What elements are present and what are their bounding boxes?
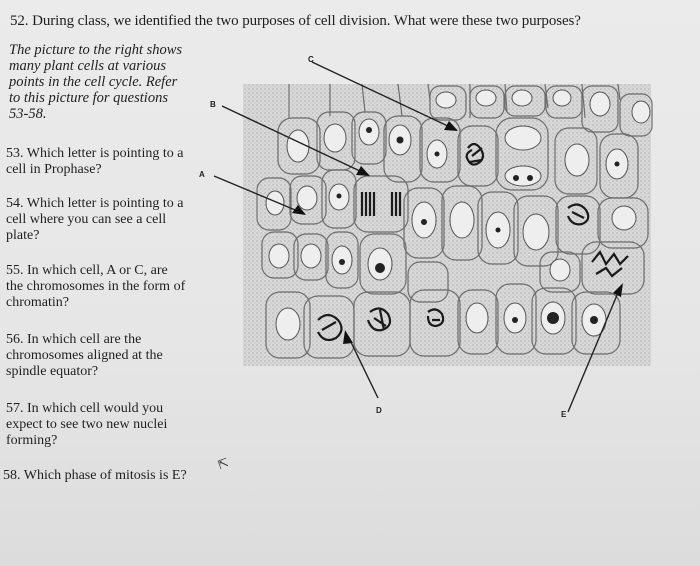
question-55: 55. In which cell, A or C, are the chromosomes in the form of chromatin? bbox=[6, 263, 186, 310]
question-52: 52. During class, we identified the two purposes of cell division. What were these two purposes? bbox=[10, 13, 581, 29]
label-e: E bbox=[561, 410, 567, 419]
label-b: B bbox=[210, 100, 216, 109]
question-56: 56. In which cell are the chromosomes aligned at the spindle equator? bbox=[6, 332, 163, 379]
question-53: 53. Which letter is pointing to a cell in Prophase? bbox=[6, 146, 184, 177]
question-57: 57. In which cell would you expect to see two new nuclei forming? bbox=[6, 401, 168, 448]
question-58: 58. Which phase of mitosis is E? bbox=[3, 468, 187, 483]
question-54: 54. Which letter is pointing to a cell where you can see a cell plate? bbox=[6, 196, 184, 243]
figure-intro: The picture to the right shows many plant cells at various points in the cell cycle. Refer to this picture for questions 53-58. bbox=[9, 42, 183, 122]
label-c: C bbox=[308, 55, 314, 64]
mouse-cursor-icon: ⇱ bbox=[215, 454, 231, 473]
label-a: A bbox=[199, 170, 205, 179]
label-d: D bbox=[376, 406, 382, 415]
